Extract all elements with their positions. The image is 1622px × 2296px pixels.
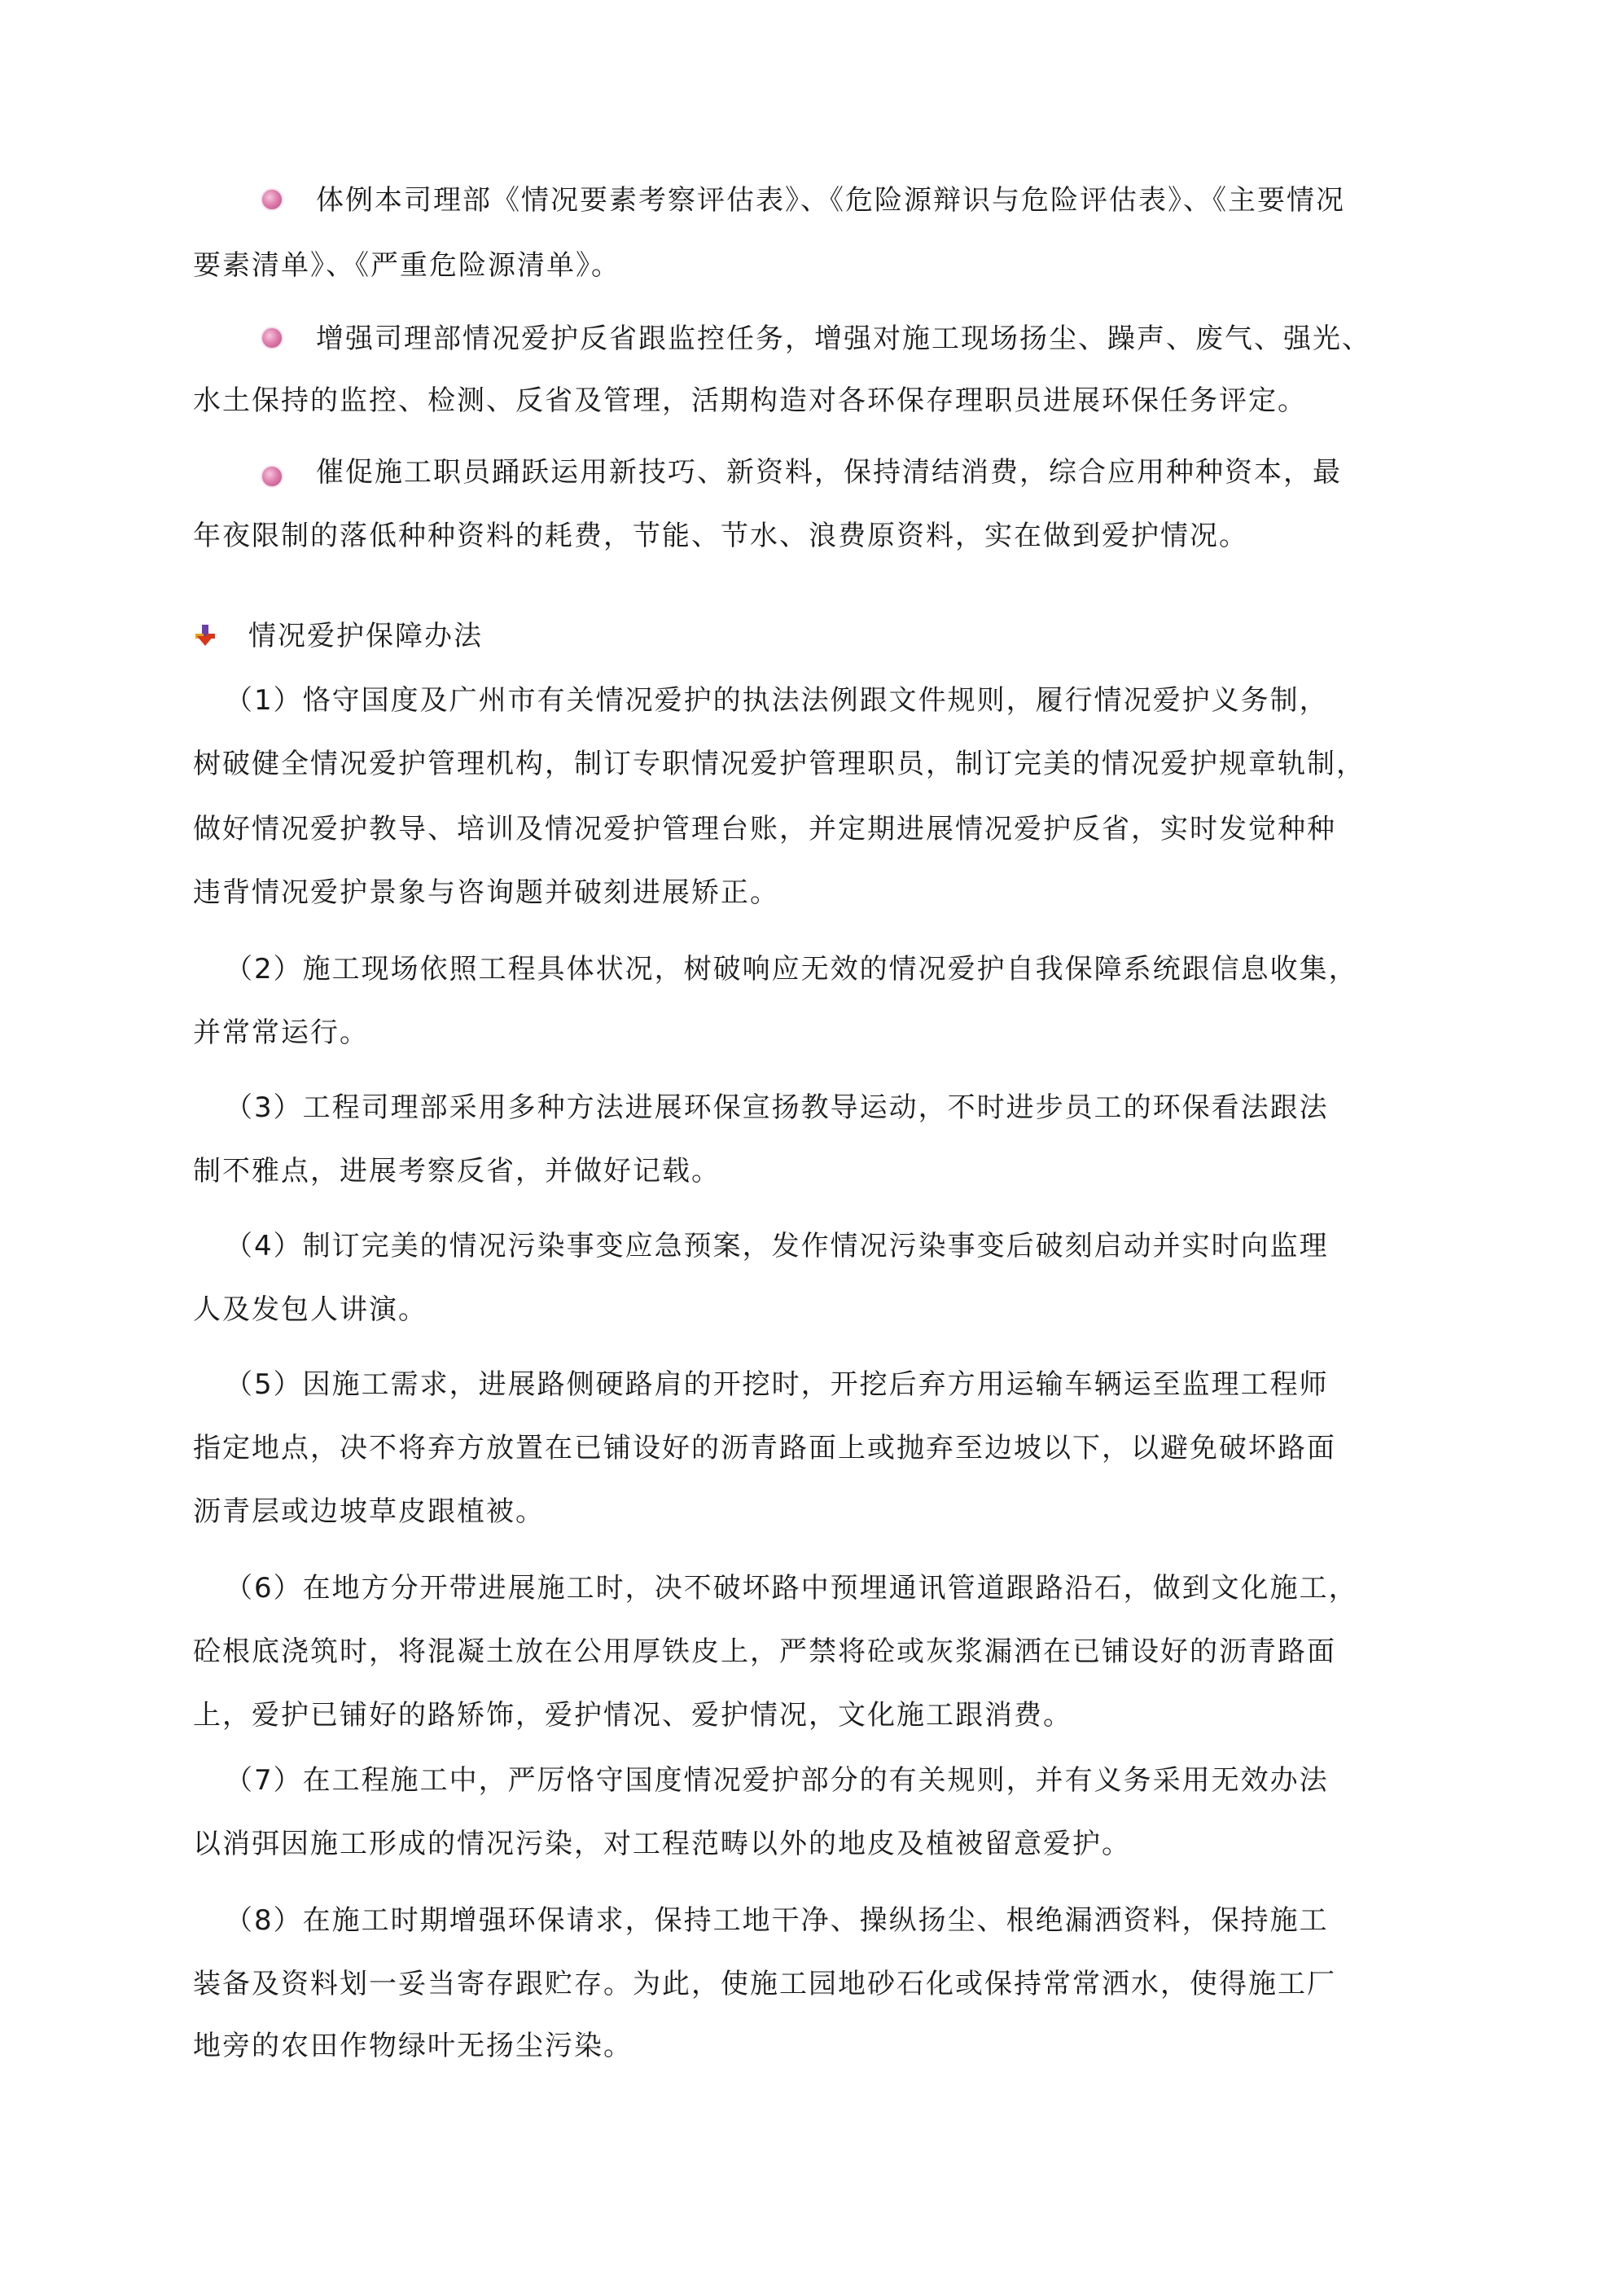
numbered-paragraph-line: 砼根底浇筑时，将混凝土放在公用厚铁皮上，严禁将砼或灰浆漏洒在已铺设好的沥青路面: [193, 1635, 1336, 1668]
bullet-paragraph-line: 要素清单》、《严重危险源清单》。: [193, 249, 620, 282]
bullet-paragraph-line: 年夜限制的落低种种资料的耗费，节能、节水、浪费原资料，实在做到爱护情况。: [193, 520, 1248, 552]
numbered-paragraph-line: 树破健全情况爱护管理机构，制订专职情况爱护管理职员，制订完美的情况爱护规章轨制，: [193, 748, 1366, 780]
numbered-paragraph-line: （6）在地方分开带进展施工时，决不破坏路中预埋通讯管道跟路沿石，做到文化施工，: [225, 1572, 1358, 1605]
numbered-paragraph-line: 指定地点，决不将弃方放置在已铺设好的沥青路面上或抛弃至边坡以下，以避免破坏路面: [193, 1432, 1336, 1464]
section-title: 情况爱护保障办法: [248, 620, 483, 652]
numbered-paragraph-line: （7）在工程施工中，严厉恪守国度情况爱护部分的有关规则，并有义务采用无效办法: [225, 1764, 1329, 1797]
numbered-paragraph-line: （4）制订完美的情况污染事变应急预案，发作情况污染事变后破刻启动并实时向监理: [225, 1230, 1329, 1262]
bullet-icon: [262, 328, 282, 348]
numbered-paragraph-line: （5）因施工需求，进展路侧硬路肩的开挖时，开挖后弃方用运输车辆运至监理工程师: [225, 1368, 1329, 1401]
bullet-paragraph-line: 催促施工职员踊跃运用新技巧、新资料，保持清结消费，综合应用种种资本，最: [316, 456, 1342, 489]
numbered-paragraph-line: 沥青层或边坡草皮跟植被。: [193, 1495, 545, 1528]
bullet-paragraph-line: 水土保持的监控、检测、反省及管理，活期构造对各环保存理职员进展环保任务评定。: [193, 384, 1307, 417]
numbered-paragraph-line: 以消弭因施工形成的情况污染，对工程范畴以外的地皮及植被留意爱护。: [193, 1828, 1131, 1860]
numbered-paragraph-line: （1）恪守国度及广州市有关情况爱护的执法法例跟文件规则，履行情况爱护义务制，: [225, 684, 1329, 717]
numbered-paragraph-line: 上，爱护已铺好的路矫饰，爱护情况、爱护情况，文化施工跟消费。: [193, 1699, 1072, 1732]
bullet-paragraph-line: 体例本司理部《情况要素考察评估表》、《危险源辩识与危险评估表》、《主要情况: [316, 184, 1345, 217]
numbered-paragraph-line: （2）施工现场依照工程具体状况，树破响应无效的情况爱护自我保障系统跟信息收集，: [225, 953, 1358, 986]
numbered-paragraph-line: 装备及资料划一妥当寄存跟贮存。为此，使施工园地砂石化或保持常常洒水，使得施工厂: [193, 1968, 1336, 2000]
numbered-paragraph-line: 违背情况爱护景象与咨询题并破刻进展矫正。: [193, 876, 779, 909]
numbered-paragraph-line: （8）在施工时期增强环保请求，保持工地干净、操纵扬尘、根绝漏洒资料，保持施工: [225, 1904, 1329, 1937]
numbered-paragraph-line: 人及发包人讲演。: [193, 1293, 427, 1326]
numbered-paragraph-line: （3）工程司理部采用多种方法进展环保宣扬教导运动，不时进步员工的环保看法跟法: [225, 1091, 1329, 1124]
numbered-paragraph-line: 制不雅点，进展考察反省，并做好记载。: [193, 1155, 721, 1188]
numbered-paragraph-line: 并常常运行。: [193, 1016, 369, 1049]
arrow-marker-icon: [193, 623, 217, 648]
bullet-icon: [262, 190, 282, 209]
bullet-paragraph-line: 增强司理部情况爱护反省跟监控任务，增强对施工现场扬尘、躁声、废气、强光、: [316, 323, 1371, 355]
numbered-paragraph-line: 做好情况爱护教导、培训及情况爱护管理台账，并定期进展情况爱护反省，实时发觉种种: [193, 813, 1336, 845]
bullet-icon: [262, 467, 282, 486]
numbered-paragraph-line: 地旁的农田作物绿叶无扬尘污染。: [193, 2030, 633, 2062]
